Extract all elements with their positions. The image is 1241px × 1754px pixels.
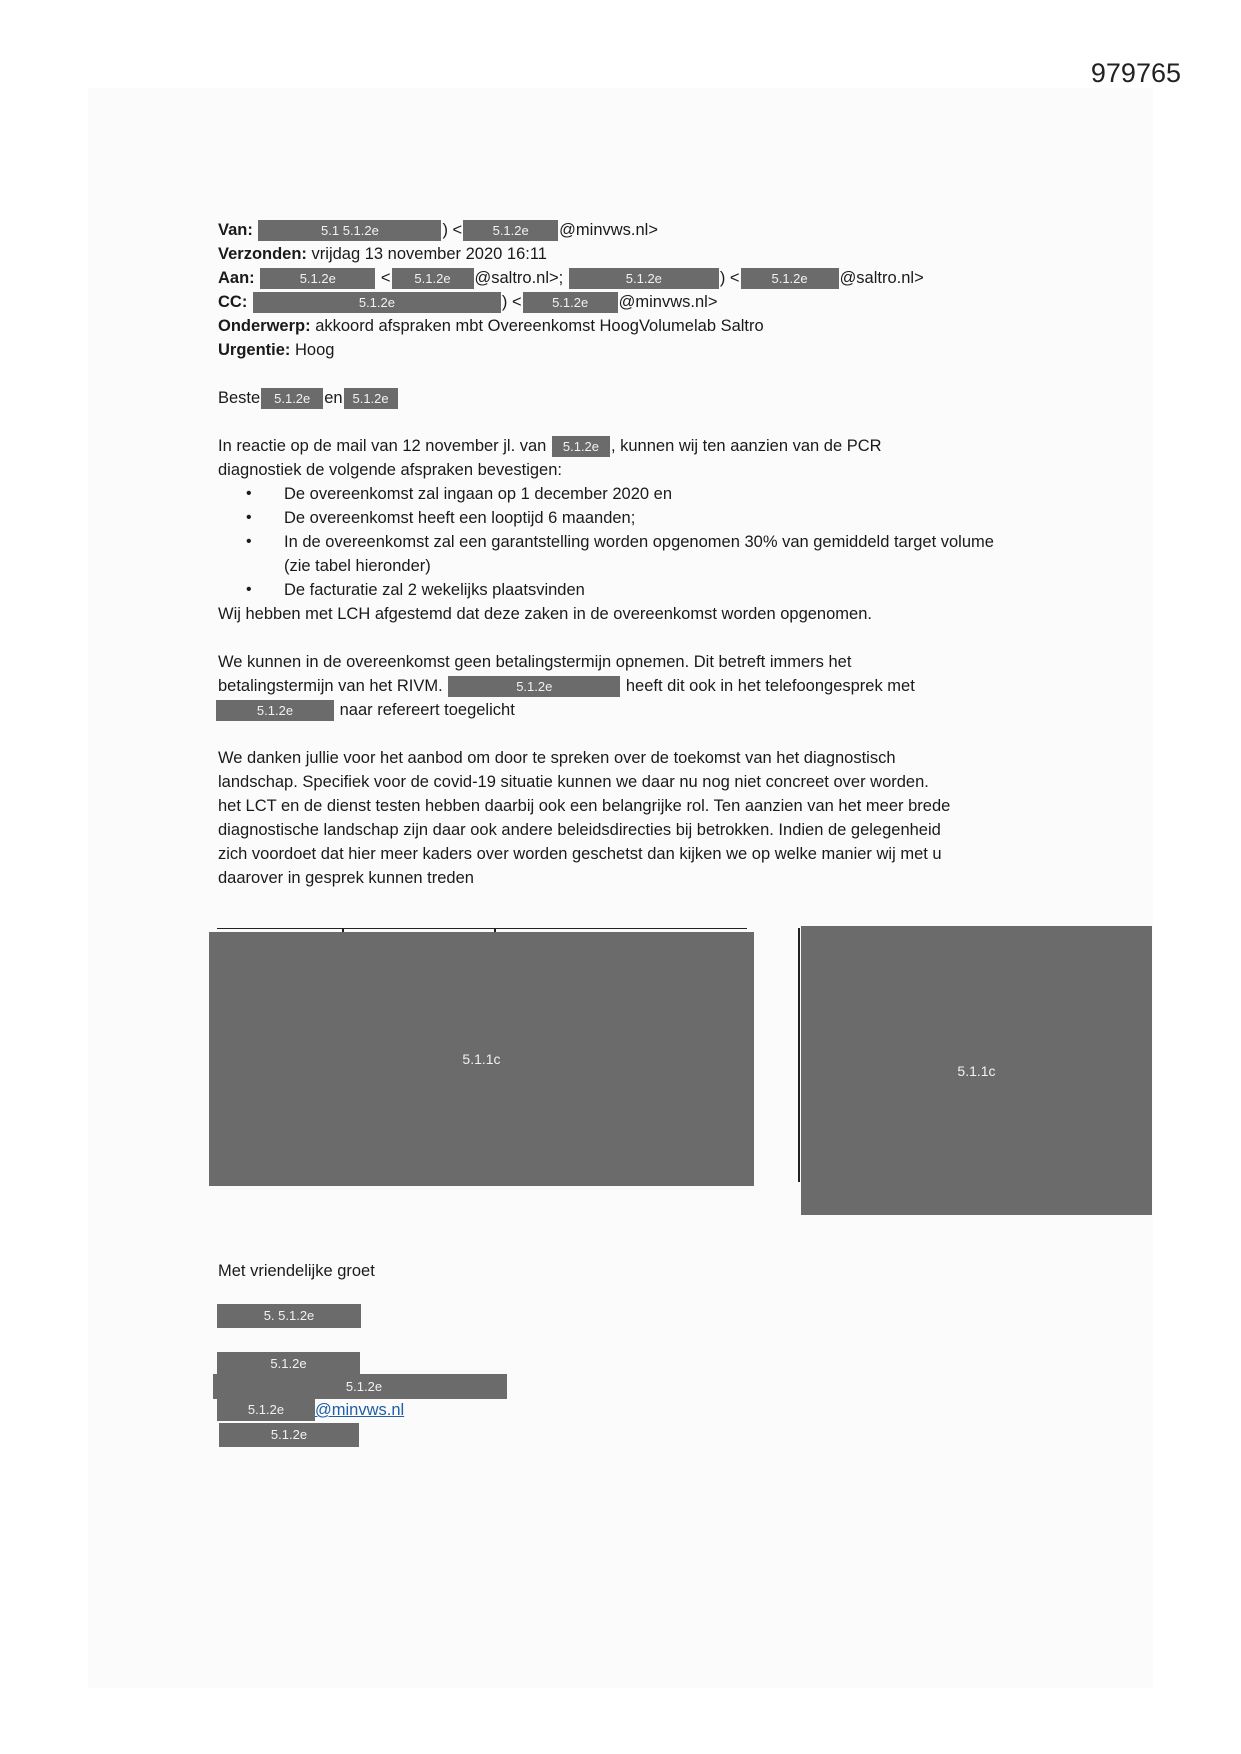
to-separator: < xyxy=(380,269,391,287)
redaction: 5.1.2e xyxy=(569,268,719,289)
paragraph-3-line: diagnostische landschap zijn daar ook andere beleidsdirecties bij betrokken. Indien de gelegenheid xyxy=(218,821,941,839)
sent-value: vrijdag 13 november 2020 16:11 xyxy=(311,245,547,263)
email-body xyxy=(218,218,1058,890)
greeting-line xyxy=(218,386,1058,410)
from-label: Van: xyxy=(218,221,253,239)
table-border xyxy=(217,928,747,929)
to-label: Aan: xyxy=(218,269,255,287)
to-domain: @saltro.nl>; xyxy=(474,269,564,287)
cc-domain: @minvws.nl> xyxy=(618,293,718,311)
signature-email-link[interactable]: @minvws.nl xyxy=(315,1401,405,1419)
redaction: 5.1.2e xyxy=(217,1352,360,1376)
paragraph-2-line-3: 5.1.2e naar refereert toegelicht xyxy=(218,698,1058,722)
redaction: 5.1.2e xyxy=(213,1374,507,1399)
agreement-list xyxy=(218,482,1058,602)
to-line xyxy=(218,266,1058,290)
list-item: • De overeenkomst heeft een looptijd 6 maanden; xyxy=(264,506,1058,530)
redaction: 5.1.2e xyxy=(448,676,620,697)
paragraph-3-line: landschap. Specifiek voor de covid-19 situatie kunnen we daar nu nog niet concreet over worden. xyxy=(218,773,929,791)
redaction: 5.1 5.1.2e xyxy=(258,220,441,241)
from-domain: @minvws.nl> xyxy=(559,221,658,239)
paragraph-3-line: daarover in gesprek kunnen treden xyxy=(218,869,474,887)
redaction: 5.1.2e xyxy=(463,220,558,241)
table-border xyxy=(798,928,800,1182)
sent-line xyxy=(218,242,1058,266)
paragraph-2-line-2: betalingstermijn van het RIVM. 5.1.2e heeft dit ook in het telefoongesprek met xyxy=(218,674,1058,698)
redaction: 5.1.2e xyxy=(217,1399,315,1421)
document-number: 979765 xyxy=(1090,58,1181,88)
paragraph-2-line-1: We kunnen in de overeenkomst geen betalingstermijn opnemen. Dit betreft immers het xyxy=(218,653,852,671)
cc-separator: ) < xyxy=(501,293,522,311)
from-line xyxy=(218,218,1058,242)
paragraph-1-line-2: diagnostiek de volgende afspraken bevestigen: xyxy=(218,461,562,479)
redaction: 5.1.2e xyxy=(741,268,839,289)
paragraph-1-after: Wij hebben met LCH afgestemd dat deze zaken in de overeenkomst worden opgenomen. xyxy=(218,605,872,623)
urgency-value: Hoog xyxy=(295,341,335,359)
paragraph-3-line: het LCT en de dienst testen hebben daarbij ook een belangrijke rol. Ten aanzien van het meer brede xyxy=(218,797,951,815)
to-domain: @saltro.nl> xyxy=(839,269,924,287)
list-item: • De facturatie zal 2 wekelijks plaatsvinden xyxy=(264,578,1058,602)
redaction: 5.1.2e xyxy=(392,268,474,289)
paragraph-3-line: zich voordoet dat hier meer kaders over worden geschetst dan kijken we op welke manier wij met u xyxy=(218,845,942,863)
redaction: 5.1.2e xyxy=(219,1423,359,1447)
redaction: 5.1.2e xyxy=(552,436,610,457)
closing: Met vriendelijke groet xyxy=(218,1262,375,1280)
paragraph-1-line-1: In reactie op de mail van 12 november jl. van 5.1.2e , kunnen wij ten aanzien van de PCR xyxy=(218,434,1058,458)
redacted-table-right: 5.1.1c xyxy=(801,926,1152,1215)
from-separator: ) < xyxy=(442,221,463,239)
greeting-and: en xyxy=(324,389,343,407)
subject-label: Onderwerp: xyxy=(218,317,311,335)
list-item: • De overeenkomst zal ingaan op 1 december 2020 en xyxy=(264,482,1058,506)
signature-name-redaction: 5. 5.1.2e xyxy=(217,1304,361,1328)
to-separator: ) < xyxy=(719,269,740,287)
cc-line xyxy=(218,290,1058,314)
paragraph-3-line: We danken jullie voor het aanbod om door te spreken over de toekomst van het diagnostisch xyxy=(218,749,896,767)
redaction: 5.1.2e xyxy=(216,700,334,721)
urgency-label: Urgentie: xyxy=(218,341,291,359)
cc-label: CC: xyxy=(218,293,248,311)
sent-label: Verzonden: xyxy=(218,245,307,263)
subject-value: akkoord afspraken mbt Overeenkomst HoogVolumelab Saltro xyxy=(315,317,764,335)
redaction: 5.1.2e xyxy=(344,388,398,409)
subject-line xyxy=(218,314,1058,338)
redacted-table-left: 5.1.1c xyxy=(209,932,754,1186)
redaction: 5.1.2e xyxy=(261,388,323,409)
redaction: 5.1.2e xyxy=(523,292,618,313)
urgency-line xyxy=(218,338,1058,362)
redaction: 5.1.2e xyxy=(260,268,375,289)
list-item: • In de overeenkomst zal een garantstelling worden opgenomen 30% van gemiddeld target volume (zie tabel hieronder) xyxy=(264,530,1004,578)
greeting-word: Beste xyxy=(218,389,261,407)
redaction: 5.1.2e xyxy=(253,292,501,313)
